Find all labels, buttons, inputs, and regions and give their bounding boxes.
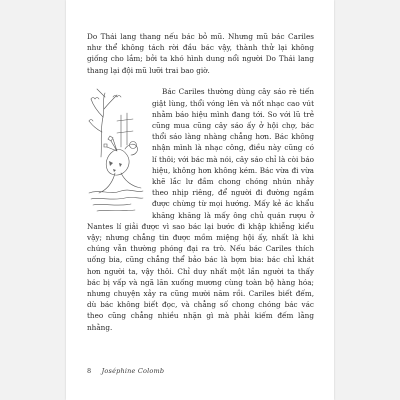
paragraph-2: Bác Cariles thường dùng cây sáo rè tiến giật lùng, thổi vóng lên và nốt nhạc cao vút nhằm báo hiệu mình đang tới. So với lũ trẻ cũng mua cũng cây sáo ấy ở hội chợ, bác thổi sáo làng nhàng chẳng hơn. Bác không nhận mình là nhạc công, điều này cũng có lí thôi; với bác mà nói, cây sáo chỉ là còi báo hiệu, không hơn không kém. Bác vừa đi vừa khẽ lắc lư đầm chong chóng nhún nhảy theo nhịp riêng, để người đi đường ngầm được chừng từ mọi hướng. Mấy kẻ ác khẩu khăng khăng là mấy ông chủ quán rượu ở Nantes lí giải được vì sao bác lại bước đi khập khiễng kiểu vậy; nhưng chẳng tin được mồm miệng hội ấy, nhất là khi chúng vẫn thường phóng đại ra trò. Nếu bác Cariles thích uống bia, cũng chẳng thể bảo bác là bợm bia: bác chỉ khát hơn người ta, vậy thôi. Chỉ duy nhất một lần người ta thấy bác bị vấp và ngã lăn xuống mương cùng toàn bộ hàng hóa; nhưng chuyện xảy ra cũng mười năm rồi. Cariles biết đếm, dù bác không biết đọc, và chẳng số chong chóng bác vác theo cũng chẳng nhiều nhặn gì mà phải kiếm đếm lằng nhằng. xyxy=(87,87,315,332)
page-footer xyxy=(87,367,164,375)
paragraph-1: Do Thái lang thang nếu bác bỏ mũ. Nhưng mũ bác Cariles như thể không tách rời đầu bác vậy, thành thử lại không giống cho lắm; bởi ta khó hình dung nổi người Do Thái lang thang lại đội mũ lưỡi trai bao giờ. xyxy=(87,32,314,75)
engraving-illustration-icon xyxy=(87,87,145,213)
book-page xyxy=(66,0,334,400)
page-number: 8 xyxy=(87,367,92,375)
running-author: Joséphine Colomb xyxy=(101,367,165,375)
body-text xyxy=(87,31,314,343)
